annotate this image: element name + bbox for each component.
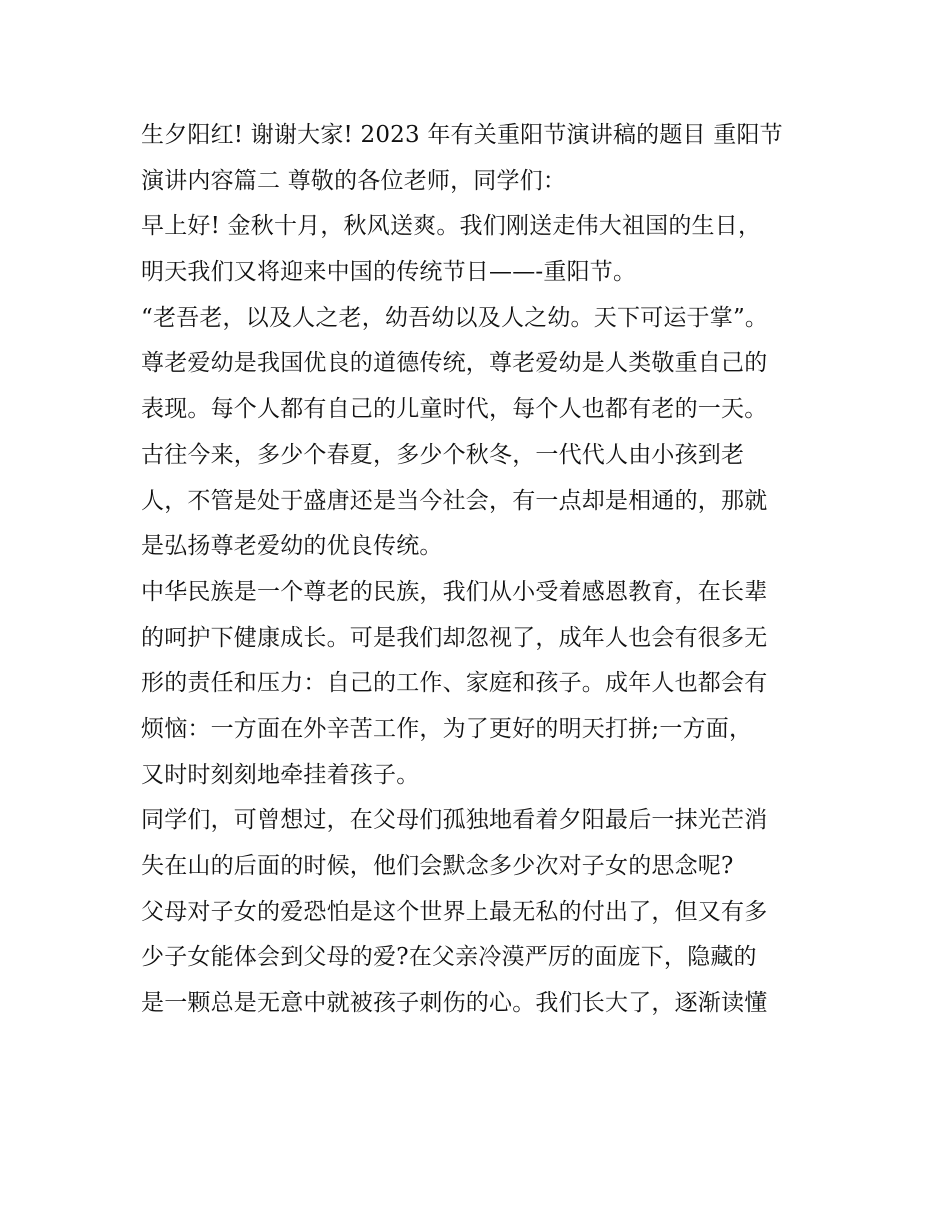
text-line-16: 同学们，可曾想过，在父母们孤独地看着夕阳最后一抹光芒消 [141,807,768,834]
text-line-9: 人，不管是处于盛唐还是当今社会，有一点却是相通的，那就 [141,487,768,514]
text-line-20: 是一颗总是无意中就被孩子刺伤的心。我们长大了，逐渐读懂 [141,990,768,1017]
text-line-11: 中华民族是一个尊老的民族，我们从小受着感恩教育，在长辈 [141,578,768,605]
text-line-17: 失在山的后面的时候，他们会默念多少次对子女的思念呢? [141,853,734,879]
document-body [141,113,821,1027]
text-line-12: 的呵护下健康成长。可是我们却忽视了，成年人也会有很多无 [141,624,768,651]
text-line-6: 尊老爱幼是我国优良的道德传统，尊老爱幼是人类敬重自己的 [141,350,768,377]
text-line-15: 又时时刻刻地牵挂着孩子。 [141,761,420,788]
text-line-14: 烦恼：一方面在外辛苦工作，为了更好的明天打拼;一方面， [141,715,753,742]
text-line-7: 表现。每个人都有自己的儿童时代，每个人也都有老的一天。 [141,396,768,423]
text-line-5: “老吾老，以及人之老，幼吾幼以及人之幼。天下可运于掌”。 [141,304,769,331]
text-line-8: 古往今来，多少个春夏，多少个秋冬，一代代人由小孩到老 [141,441,745,468]
text-line-13: 形的责任和压力：自己的工作、家庭和孩子。成年人也都会有 [141,670,768,697]
text-line-18: 父母对子女的爱恐怕是这个世界上最无私的付出了，但又有多 [141,898,768,925]
text-line-10: 是弘扬尊老爱幼的优良传统。 [141,533,443,560]
text-line-4: 明天我们又将迎来中国的传统节日——-重阳节。 [141,259,637,286]
text-line-3: 早上好! 金秋十月，秋风送爽。我们刚送走伟大祖国的生日， [141,213,762,240]
text-line-19: 少子女能体会到父母的爱?在父亲冷漠严厉的面庞下，隐藏的 [141,944,757,971]
text-line-1: 生夕阳红! 谢谢大家! 2023 年有关重阳节演讲稿的题目 重阳节 [141,122,783,148]
text-line-2: 演讲内容篇二 尊敬的各位老师，同学们： [141,167,567,194]
